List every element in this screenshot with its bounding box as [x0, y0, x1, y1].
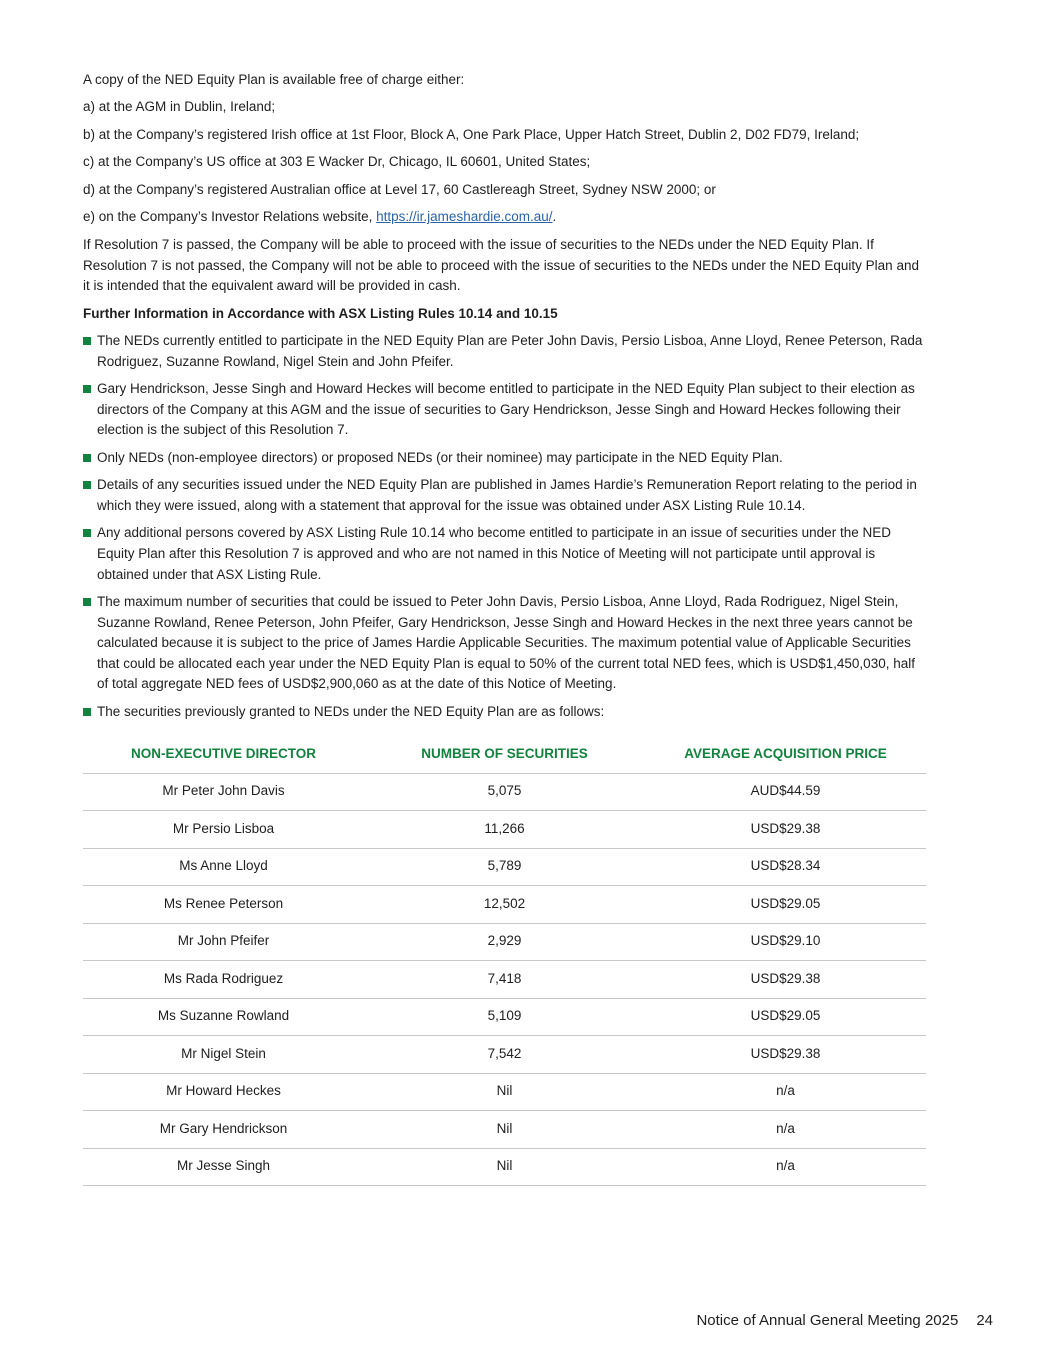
acquisition-price: USD$29.10 — [645, 923, 926, 961]
securities-count: Nil — [364, 1111, 645, 1149]
director-name: Ms Anne Lloyd — [83, 848, 364, 886]
table-row — [83, 886, 926, 924]
table-row — [83, 923, 926, 961]
list-item — [83, 475, 926, 516]
square-bullet-icon — [83, 598, 91, 606]
securities-count: 5,109 — [364, 998, 645, 1036]
list-item-text: The maximum number of securities that could be issued to Peter John Davis, Persio Lisboa, Anne Lloyd, Rada Rodriguez, Nigel Stein, Suzanne Rowland, Renee Peterson, John Pfeifer, Gary Hendrickson, Jesse Singh and Howard Heckes in the next three years cannot be calculated because it is subject to the price of James Hardie Applicable Securities. The maximum potential value of Applicable Securities that could be allocated each year under the NED Equity Plan is equal to 50% of the current total NED fees, which is USD$1,450,030, half of total aggregate NED fees of USD$2,900,060 as at the date of this Notice of Meeting. — [97, 594, 915, 692]
director-name: Mr Nigel Stein — [83, 1036, 364, 1074]
table-row — [83, 848, 926, 886]
further-info-list — [83, 331, 926, 722]
director-name: Mr Jesse Singh — [83, 1148, 364, 1186]
director-name: Mr Howard Heckes — [83, 1073, 364, 1111]
director-name: Ms Suzanne Rowland — [83, 998, 364, 1036]
square-bullet-icon — [83, 708, 91, 716]
header-price: AVERAGE ACQUISITION PRICE — [645, 737, 926, 774]
website-suffix: . — [552, 209, 557, 225]
acquisition-price: AUD$44.59 — [645, 773, 926, 811]
acquisition-price: USD$29.38 — [645, 1036, 926, 1074]
securities-count: 5,789 — [364, 848, 645, 886]
list-item-text: The NEDs currently entitled to participate in the NED Equity Plan are Peter John Davis, Persio Lisboa, Anne Lloyd, Renee Peterson, Rada Rodriguez, Suzanne Rowland, Nigel Stein and John Pfeifer. — [97, 333, 923, 369]
square-bullet-icon — [83, 385, 91, 393]
list-item — [83, 523, 926, 585]
document-body — [83, 70, 926, 1186]
table-row — [83, 811, 926, 849]
securities-count: 7,418 — [364, 961, 645, 999]
table-row — [83, 1148, 926, 1186]
list-item-text: Only NEDs (non-employee directors) or proposed NEDs (or their nominee) may participate in the NED Equity Plan. — [97, 449, 783, 465]
page-footer — [696, 1312, 993, 1329]
securities-count: 7,542 — [364, 1036, 645, 1074]
acquisition-price: USD$29.38 — [645, 811, 926, 849]
acquisition-price: n/a — [645, 1111, 926, 1149]
table-row — [83, 961, 926, 999]
square-bullet-icon — [83, 481, 91, 489]
director-name: Mr Persio Lisboa — [83, 811, 364, 849]
page-number: 24 — [976, 1312, 993, 1329]
list-item — [83, 448, 926, 469]
securities-count: 11,266 — [364, 811, 645, 849]
option-us-office: c) at the Company’s US office at 303 E Wacker Dr, Chicago, IL 60601, United States; — [83, 154, 591, 170]
table-row — [83, 998, 926, 1036]
securities-count: 12,502 — [364, 886, 645, 924]
option-website — [83, 207, 926, 228]
list-item — [83, 702, 926, 723]
table-row — [83, 1036, 926, 1074]
director-name: Ms Rada Rodriguez — [83, 961, 364, 999]
list-item — [83, 379, 926, 441]
list-item — [83, 592, 926, 695]
acquisition-price: n/a — [645, 1148, 926, 1186]
list-item-text: Details of any securities issued under the NED Equity Plan are published in James Hardie’s Remuneration Report relating to the period in which they were issued, along with a statement that approval for the issue was obtained under ASX Listing Rule 10.14. — [97, 477, 917, 513]
table-row — [83, 1111, 926, 1149]
website-prefix: e) on the Company’s Investor Relations website, — [83, 209, 377, 225]
securities-table — [83, 737, 926, 1187]
list-item — [83, 331, 926, 372]
securities-count: Nil — [364, 1073, 645, 1111]
acquisition-price: n/a — [645, 1073, 926, 1111]
list-item-text: Any additional persons covered by ASX Listing Rule 10.14 who become entitled to participate in an issue of securities under the NED Equity Plan after this Resolution 7 is approved and who are not named in this Notice of Meeting will not participate until approval is obtained under that ASX Listing Rule. — [97, 525, 891, 582]
list-item-text: Gary Hendrickson, Jesse Singh and Howard Heckes will become entitled to participate in the NED Equity Plan subject to their election as directors of the Company at this AGM and the issue of securities to Gary Hendrickson, Jesse Singh and Howard Heckes following their election is the subject of this Resolution 7. — [97, 381, 915, 438]
acquisition-price: USD$29.38 — [645, 961, 926, 999]
header-securities: NUMBER OF SECURITIES — [364, 737, 645, 774]
square-bullet-icon — [83, 454, 91, 462]
table-row — [83, 1073, 926, 1111]
resolution-paragraph: If Resolution 7 is passed, the Company will be able to proceed with the issue of securities to the NEDs under the NED Equity Plan. If Resolution 7 is not passed, the Company will not be able to proceed with the issue of securities to the NEDs under the NED Equity Plan and it is intended that the equivalent award will be provided in cash. — [83, 236, 919, 294]
option-irish-office: b) at the Company’s registered Irish office at 1st Floor, Block A, One Park Place, Upper Hatch Street, Dublin 2, D02 FD79, Ireland; — [83, 126, 860, 142]
investor-relations-link[interactable]: https://ir.jameshardie.com.au/ — [376, 209, 553, 225]
option-dublin-agm: a) at the AGM in Dublin, Ireland; — [83, 99, 276, 115]
footer-title: Notice of Annual General Meeting 2025 — [696, 1312, 959, 1329]
securities-count: 5,075 — [364, 773, 645, 811]
acquisition-price: USD$29.05 — [645, 998, 926, 1036]
option-australian-office: d) at the Company’s registered Australian office at Level 17, 60 Castlereagh Street, Sydney NSW 2000; or — [83, 181, 716, 197]
acquisition-price: USD$29.05 — [645, 886, 926, 924]
table-row — [83, 773, 926, 811]
list-item-text: The securities previously granted to NEDs under the NED Equity Plan are as follows: — [97, 703, 605, 719]
securities-count: 2,929 — [364, 923, 645, 961]
acquisition-price: USD$28.34 — [645, 848, 926, 886]
securities-count: Nil — [364, 1148, 645, 1186]
director-name: Ms Renee Peterson — [83, 886, 364, 924]
director-name: Mr John Pfeifer — [83, 923, 364, 961]
intro-lead: A copy of the NED Equity Plan is available free of charge either: — [83, 72, 465, 87]
director-name: Mr Peter John Davis — [83, 773, 364, 811]
table-header-row — [83, 737, 926, 774]
header-director: NON-EXECUTIVE DIRECTOR — [83, 737, 364, 774]
square-bullet-icon — [83, 337, 91, 345]
square-bullet-icon — [83, 529, 91, 537]
director-name: Mr Gary Hendrickson — [83, 1111, 364, 1149]
further-info-heading: Further Information in Accordance with ASX Listing Rules 10.14 and 10.15 — [83, 305, 558, 321]
